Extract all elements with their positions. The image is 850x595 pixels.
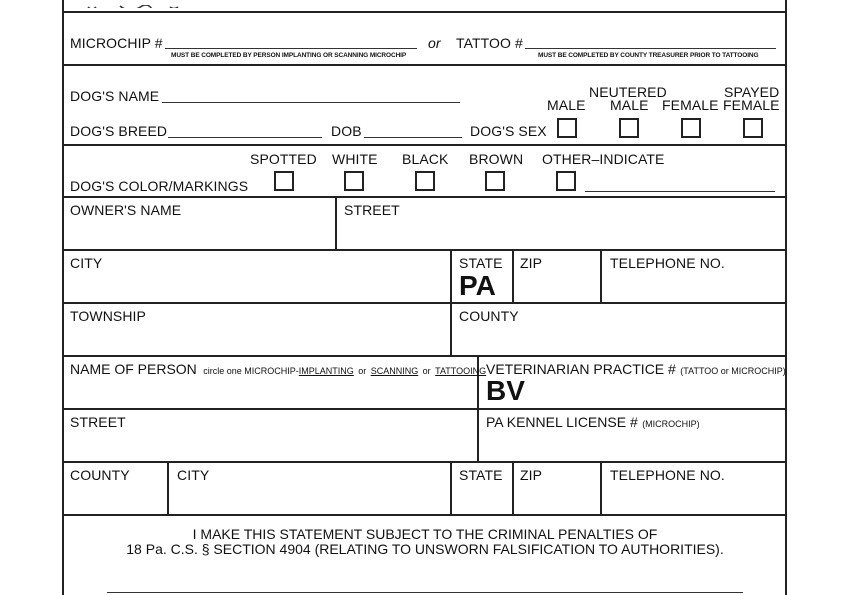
or-text: or — [422, 366, 431, 376]
divider — [167, 461, 169, 516]
form-right-border — [785, 0, 787, 595]
form-left-border — [62, 0, 64, 595]
kennel-license-heading — [486, 414, 700, 432]
signature-line[interactable] — [107, 592, 743, 593]
kennel-license-label: PA KENNEL LICENSE # — [486, 414, 638, 430]
color-other-checkbox[interactable] — [556, 171, 576, 191]
microchip-label: MICROCHIP # — [70, 35, 163, 51]
sex-neutered-male-label: MALE — [610, 97, 649, 113]
rule — [62, 408, 787, 410]
owner-state-label: STATE — [459, 255, 503, 271]
tattoo-note: MUST BE COMPLETED BY COUNTY TREASURER PRIOR TO TATTOOING — [538, 52, 759, 59]
owner-street-label: STREET — [344, 202, 400, 218]
dog-name-field[interactable] — [162, 102, 460, 103]
statement-line-2: 18 Pa. C.S. § SECTION 4904 (RELATING TO UNSWORN FALSIFICATION TO AUTHORITIES). — [126, 541, 724, 557]
divider — [450, 461, 452, 516]
rule — [62, 302, 787, 304]
color-spotted-checkbox[interactable] — [274, 171, 294, 191]
color-option-white-label: WHITE — [332, 151, 378, 167]
sex-male-checkbox[interactable] — [557, 118, 577, 138]
sex-spayed-female-label: FEMALE — [723, 97, 780, 113]
or-text: or — [358, 366, 367, 376]
owner-state-value: PA — [459, 270, 496, 301]
sex-spayed-female-checkbox[interactable] — [743, 118, 763, 138]
color-option-spotted-label: SPOTTED — [250, 151, 317, 167]
dog-breed-label: DOG'S BREED — [70, 123, 168, 139]
dog-breed-field[interactable] — [168, 137, 322, 138]
divider — [600, 461, 602, 516]
vet-practice-note: (TATTOO or MICROCHIP) — [680, 366, 786, 376]
tattoo-label: TATTOO # — [456, 35, 523, 51]
rule — [62, 355, 787, 357]
dob-label: DOB — [331, 123, 362, 139]
person-name-heading — [70, 361, 486, 379]
tattooing-option[interactable]: TATTOOING — [435, 366, 487, 376]
kennel-license-note: (MICROCHIP) — [642, 419, 700, 429]
owner-county-label: COUNTY — [459, 308, 519, 324]
owner-name-label: OWNER'S NAME — [70, 202, 182, 218]
sex-neutered-male-checkbox[interactable] — [619, 118, 639, 138]
color-option-black-label: BLACK — [402, 151, 449, 167]
vet-practice-value: BV — [486, 375, 525, 406]
dob-field[interactable] — [364, 137, 462, 138]
sex-female-label: FEMALE — [662, 97, 719, 113]
dog-sex-label: DOG'S SEX — [470, 123, 547, 139]
person-name-label: NAME OF PERSON — [70, 361, 197, 377]
statement-line-1: I MAKE THIS STATEMENT SUBJECT TO THE CRIMINAL PENALTIES OF — [192, 526, 658, 542]
divider — [512, 461, 514, 516]
color-white-checkbox[interactable] — [344, 171, 364, 191]
person-phone-label: TELEPHONE NO. — [610, 467, 725, 483]
vet-practice-label: VETERINARIAN PRACTICE # — [486, 361, 676, 377]
person-state-label: STATE — [459, 467, 503, 483]
owner-zip-label: ZIP — [520, 255, 543, 271]
rule — [62, 196, 787, 198]
person-street-label: STREET — [70, 414, 126, 430]
sex-female-checkbox[interactable] — [681, 118, 701, 138]
owner-phone-label: TELEPHONE NO. — [610, 255, 725, 271]
color-option-other-label: OTHER–INDICATE — [542, 151, 665, 167]
rule — [62, 64, 787, 66]
or-text: or — [428, 35, 441, 51]
microchip-field[interactable] — [165, 48, 417, 49]
sex-neutered-label: NEUTERED — [589, 84, 667, 100]
divider — [335, 196, 337, 251]
owner-city-label: CITY — [70, 255, 103, 271]
color-markings-label: DOG'S COLOR/MARKINGS — [70, 178, 249, 194]
circle-one-text: circle one MICROCHIP- — [203, 366, 299, 376]
person-county-label: COUNTY — [70, 467, 130, 483]
scanning-option[interactable]: SCANNING — [370, 366, 419, 376]
rule — [62, 461, 787, 463]
person-zip-label: ZIP — [520, 467, 543, 483]
person-city-label: CITY — [177, 467, 210, 483]
color-other-field[interactable] — [585, 191, 775, 192]
sex-spayed-label: SPAYED — [724, 84, 780, 100]
color-brown-checkbox[interactable] — [485, 171, 505, 191]
rule — [62, 249, 787, 251]
header-remnant — [80, 0, 200, 8]
rule — [62, 514, 787, 516]
color-option-brown-label: BROWN — [469, 151, 524, 167]
township-label: TOWNSHIP — [70, 308, 146, 324]
implanting-option[interactable]: IMPLANTING — [298, 366, 354, 376]
divider — [450, 249, 452, 357]
divider — [600, 249, 602, 304]
tattoo-field[interactable] — [525, 48, 776, 49]
dog-name-label: DOG'S NAME — [70, 88, 160, 104]
color-black-checkbox[interactable] — [415, 171, 435, 191]
rule — [62, 144, 787, 146]
vet-practice-heading — [486, 361, 786, 379]
divider — [512, 249, 514, 304]
sex-male-label: MALE — [547, 97, 586, 113]
rule — [62, 11, 787, 13]
microchip-note: MUST BE COMPLETED BY PERSON IMPLANTING OR SCANNING MICROCHIP — [171, 52, 407, 59]
